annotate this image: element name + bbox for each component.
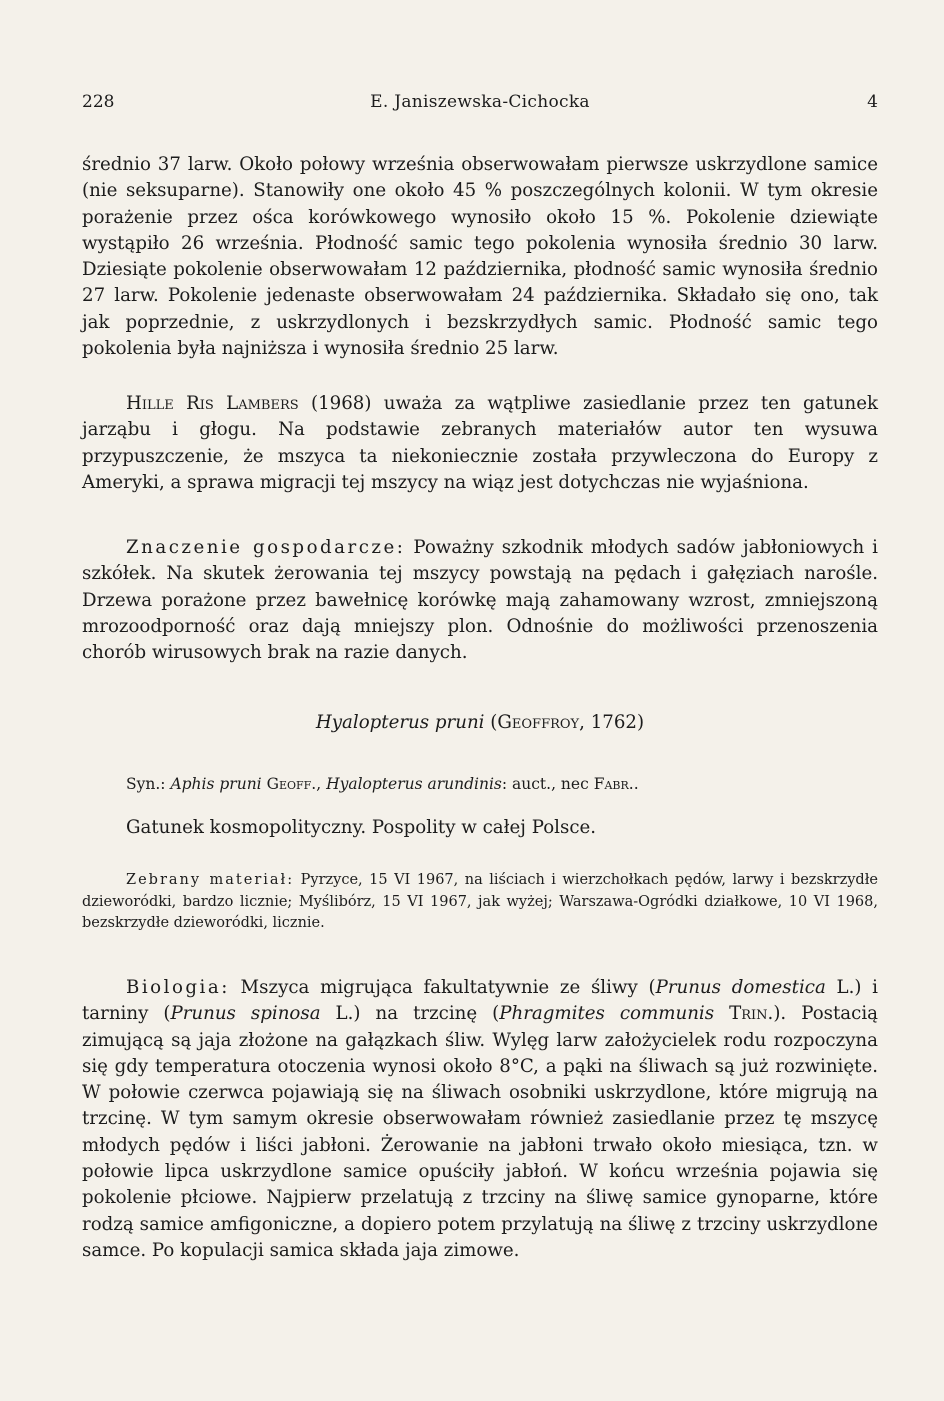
synonyms-label: Syn.: [126,775,171,793]
section-heading: Znaczenie gospodarcze: [126,537,406,558]
synonym-name: Hyalopterus arundinis [326,775,502,793]
paragraph-text: (1968) uważa za wątpliwe zasiedlanie przez ten gatunek jarząbu i głogu. Na podstawie zebranych materiałów autor ten wysuwa przypuszczenie, że mszyca ta niekoniecznie została przywleczona do Europy z Ameryki, a sprawa migracji tej mszycy na wiąz jest dotychczas nie wyjaśniona. [82,393,878,493]
paragraph-text: Poważny szkodnik młodych sadów jabłoniowych i szkółek. Na skutek żerowania tej mszycy powstają na pędach i gałęziach narośle. Drzewa porażone przez bawełnicę korówkę mają zahamowany wzrost, zmniejszoną mrozoodporność oraz dają mniejszy plon. Odnośnie do możliwości przenoszenia chorób wirusowych brak na razie danych. [82,537,878,664]
paragraph-hille-ris-lambers [82,391,878,496]
cited-author: Hille Ris Lambers [126,393,299,414]
issue-number: 4 [867,92,878,112]
synonym-name: Aphis pruni [170,775,262,793]
distribution [82,815,878,841]
section-heading: Zebrany materiał: [126,872,295,888]
plant-name: Phragmites communis [499,1003,715,1025]
distribution-text: Gatunek kosmopolityczny. Pospolity w całej Polsce. [126,817,597,838]
section-heading: Biologia: [126,977,230,998]
paragraph-economic-importance [82,535,878,666]
plant-name: Prunus domestica [655,977,826,998]
collected-material [82,870,878,935]
running-title: E. Janiszewska-Cichocka [370,92,590,112]
paragraph-generations [82,152,878,362]
paragraph-biology: Biologia: Mszyca migrująca fakultatywnie ze śliwy (Prunus domestica L.) i tarniny (Prunus spinosa L.) na trzcinę (Phragmites communis Trin.). Postacią zimującą są jaja złożone na gałązkach śliw. Wylęg larw założycielek rodu rozpoczyna się gdy temperatura otoczenia wynosi około 8°C, a pąki na śliwach są już rozwinięte. W połowie czerwca pojawiają się na śliwach osobniki uskrzydlone, które migrują na trzcinę. W tym samym okresie obserwowałam również zasiedlanie przez tę mszycę młodych pędów i liści jabłoni. Żerowanie na jabłoni trwało około miesiąca, tzn. w połowie lipca uskrzydlone samice opuściły jabłoń. W końcu września pojawia się pokolenie płciowe. Najpierw przelatują z trzciny na śliwę samice gynoparne, które rodzą samice amfigoniczne, a dopiero potem przylatują na śliwę z trzciny uskrzydlone samce. Po kopulacji samica składa jaja zimowe. [82,977,878,1261]
paragraph-text: Pyrzyce, 15 VI 1967, na liściach i wierzchołkach pędów, larwy i bezskrzydłe dzieworódki, bardzo licznie; Myślibórz, 15 VI 1967, jak wyżej; Warszawa-Ogródki działkowe, 10 VI 1968, bezskrzydłe dzieworódki, licznie. [82,872,878,931]
paragraph-text: średnio 37 larw. Około połowy września obserwowałam pierwsze uskrzydlone samice (nie seksuparne). Stanowiły one około 45 % poszczególnych kolonii. W tym okresie porażenie przez ośca korówkowego wynosiło około 15 %. Pokolenie dziewiąte wystąpiło 26 września. Płodność samic tego pokolenia wynosiła średnio 30 larw. Dziesiąte pokolenie obserwowałam 12 października, płodność samic wynosiła średnio 27 larw. Pokolenie jedenaste obserwowałam 24 października. Składało się ono, tak jak poprzednie, z uskrzydlonych i bezskrzydłych samic. Płodność samic tego pokolenia była najniższa i wynosiła średnio 25 larw. [82,154,878,360]
species-author: Geoffroy [497,712,580,733]
running-header [82,92,878,120]
synonym-author: Geoff. [266,775,317,793]
synonyms: Syn.: Aphis pruni Geoff., Hyalopterus arundinis: auct., nec Fabr.. [126,775,639,793]
species-name: Hyalopterus pruni [315,712,485,733]
synonym-author: Fabr. [593,775,634,793]
species-title: Hyalopterus pruni (Geoffroy, 1762) [315,712,645,733]
page-number: 228 [82,92,115,112]
plant-name: Prunus spinosa [170,1003,321,1025]
plant-author: Trin. [729,1003,774,1025]
